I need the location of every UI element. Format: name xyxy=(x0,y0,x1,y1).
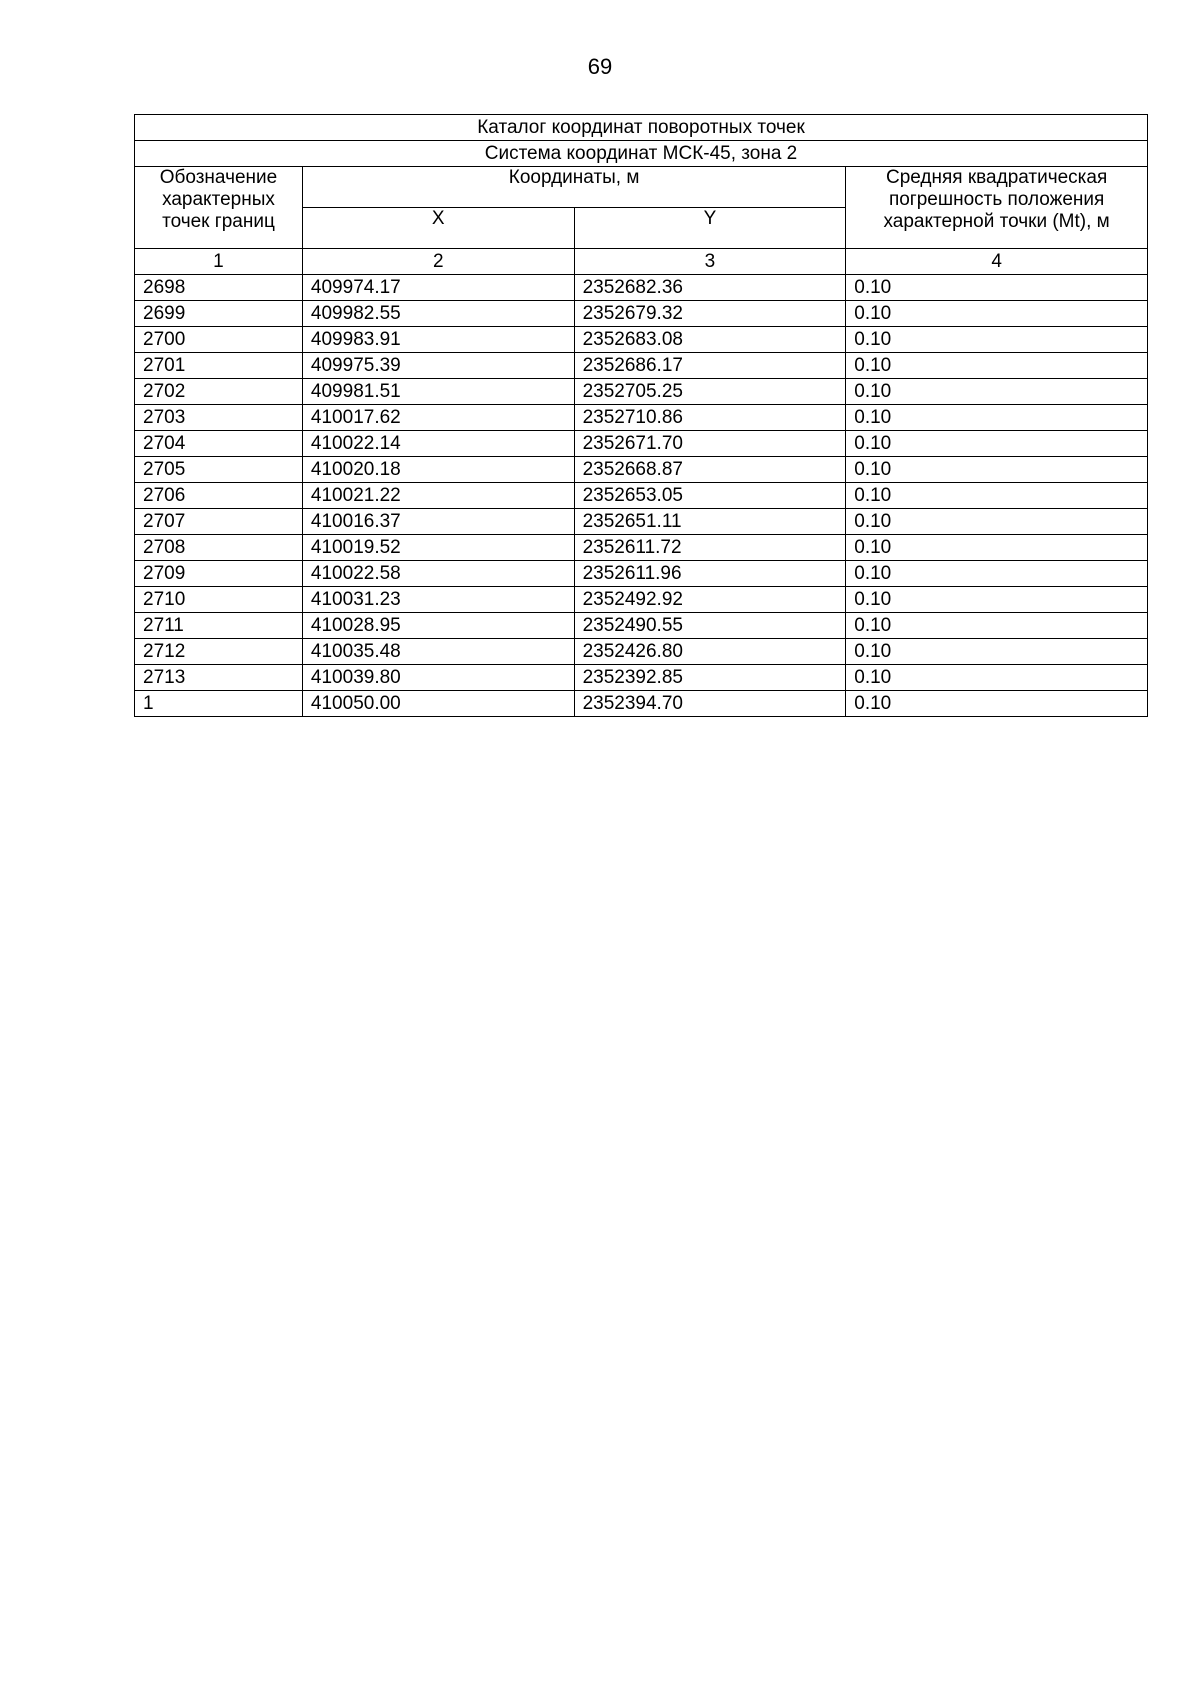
table-row xyxy=(135,405,1148,431)
y-coordinate-cell: 2352705.25 xyxy=(574,379,846,405)
table-title-row xyxy=(135,115,1148,141)
error-cell: 0.10 xyxy=(846,587,1148,613)
y-coordinate-cell: 2352426.80 xyxy=(574,639,846,665)
table-row xyxy=(135,353,1148,379)
y-coordinate-cell: 2352683.08 xyxy=(574,327,846,353)
x-coordinate-cell: 410019.52 xyxy=(302,535,574,561)
table-row xyxy=(135,457,1148,483)
x-coordinate-cell: 409983.91 xyxy=(302,327,574,353)
y-coordinate-cell: 2352651.11 xyxy=(574,509,846,535)
point-id-cell: 2709 xyxy=(135,561,303,587)
y-coordinate-cell: 2352686.17 xyxy=(574,353,846,379)
point-id-cell: 1 xyxy=(135,691,303,717)
x-coordinate-cell: 410020.18 xyxy=(302,457,574,483)
y-coordinate-cell: 2352668.87 xyxy=(574,457,846,483)
x-coordinate-cell: 409974.17 xyxy=(302,275,574,301)
error-cell: 0.10 xyxy=(846,327,1148,353)
error-cell: 0.10 xyxy=(846,665,1148,691)
table-subtitle: Система координат МСК-45, зона 2 xyxy=(135,141,1148,167)
error-cell: 0.10 xyxy=(846,509,1148,535)
column-numbers-row xyxy=(135,249,1148,275)
error-cell: 0.10 xyxy=(846,639,1148,665)
x-coordinate-cell: 410028.95 xyxy=(302,613,574,639)
header-x: X xyxy=(302,208,574,249)
point-id-cell: 2703 xyxy=(135,405,303,431)
y-coordinate-cell: 2352671.70 xyxy=(574,431,846,457)
page-number: 69 xyxy=(587,54,613,79)
x-coordinate-cell: 410039.80 xyxy=(302,665,574,691)
column-number: 3 xyxy=(574,249,846,275)
point-id-cell: 2712 xyxy=(135,639,303,665)
error-cell: 0.10 xyxy=(846,301,1148,327)
x-coordinate-cell: 410050.00 xyxy=(302,691,574,717)
table-row xyxy=(135,379,1148,405)
table-row xyxy=(135,509,1148,535)
table-row xyxy=(135,613,1148,639)
coordinates-catalog-table xyxy=(134,114,1148,717)
y-coordinate-cell: 2352611.96 xyxy=(574,561,846,587)
y-coordinate-cell: 2352682.36 xyxy=(574,275,846,301)
x-coordinate-cell: 409975.39 xyxy=(302,353,574,379)
x-coordinate-cell: 410016.37 xyxy=(302,509,574,535)
error-cell: 0.10 xyxy=(846,431,1148,457)
y-coordinate-cell: 2352492.92 xyxy=(574,587,846,613)
error-cell: 0.10 xyxy=(846,613,1148,639)
column-number: 1 xyxy=(135,249,303,275)
header-point-designation: Обозначение характерных точек границ xyxy=(135,167,303,249)
x-coordinate-cell: 409982.55 xyxy=(302,301,574,327)
table-row xyxy=(135,483,1148,509)
table-row xyxy=(135,691,1148,717)
table-row xyxy=(135,587,1148,613)
table-row xyxy=(135,535,1148,561)
point-id-cell: 2706 xyxy=(135,483,303,509)
table-row xyxy=(135,275,1148,301)
column-number: 4 xyxy=(846,249,1148,275)
y-coordinate-cell: 2352490.55 xyxy=(574,613,846,639)
table-row xyxy=(135,327,1148,353)
x-coordinate-cell: 410022.14 xyxy=(302,431,574,457)
error-cell: 0.10 xyxy=(846,691,1148,717)
table-row xyxy=(135,639,1148,665)
x-coordinate-cell: 410031.23 xyxy=(302,587,574,613)
point-id-cell: 2704 xyxy=(135,431,303,457)
x-coordinate-cell: 410022.58 xyxy=(302,561,574,587)
point-id-cell: 2713 xyxy=(135,665,303,691)
column-number: 2 xyxy=(302,249,574,275)
table-row xyxy=(135,561,1148,587)
x-coordinate-cell: 410035.48 xyxy=(302,639,574,665)
point-id-cell: 2705 xyxy=(135,457,303,483)
y-coordinate-cell: 2352611.72 xyxy=(574,535,846,561)
table-subtitle-row xyxy=(135,141,1148,167)
error-cell: 0.10 xyxy=(846,405,1148,431)
header-coordinates: Координаты, м xyxy=(302,167,845,208)
table-title: Каталог координат поворотных точек xyxy=(135,115,1148,141)
point-id-cell: 2699 xyxy=(135,301,303,327)
y-coordinate-cell: 2352653.05 xyxy=(574,483,846,509)
point-id-cell: 2710 xyxy=(135,587,303,613)
point-id-cell: 2711 xyxy=(135,613,303,639)
header-y: Y xyxy=(574,208,846,249)
y-coordinate-cell: 2352394.70 xyxy=(574,691,846,717)
point-id-cell: 2707 xyxy=(135,509,303,535)
error-cell: 0.10 xyxy=(846,561,1148,587)
table-row xyxy=(135,431,1148,457)
error-cell: 0.10 xyxy=(846,535,1148,561)
point-id-cell: 2700 xyxy=(135,327,303,353)
error-cell: 0.10 xyxy=(846,353,1148,379)
point-id-cell: 2708 xyxy=(135,535,303,561)
x-coordinate-cell: 410017.62 xyxy=(302,405,574,431)
header-error: Средняя квадратическая погрешность положения характерной точки (Mt), м xyxy=(846,167,1148,249)
error-cell: 0.10 xyxy=(846,483,1148,509)
table-row xyxy=(135,301,1148,327)
x-coordinate-cell: 409981.51 xyxy=(302,379,574,405)
header-row-1 xyxy=(135,167,1148,208)
point-id-cell: 2698 xyxy=(135,275,303,301)
error-cell: 0.10 xyxy=(846,275,1148,301)
point-id-cell: 2701 xyxy=(135,353,303,379)
y-coordinate-cell: 2352679.32 xyxy=(574,301,846,327)
y-coordinate-cell: 2352392.85 xyxy=(574,665,846,691)
error-cell: 0.10 xyxy=(846,379,1148,405)
point-id-cell: 2702 xyxy=(135,379,303,405)
x-coordinate-cell: 410021.22 xyxy=(302,483,574,509)
table-row xyxy=(135,665,1148,691)
error-cell: 0.10 xyxy=(846,457,1148,483)
y-coordinate-cell: 2352710.86 xyxy=(574,405,846,431)
